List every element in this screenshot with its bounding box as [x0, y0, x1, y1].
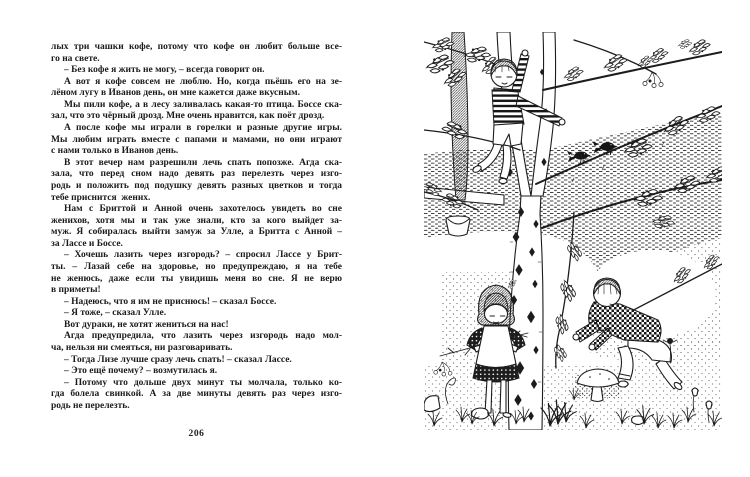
text-line: А после кофе мы играли в горелки и разные другие игры.: [64, 123, 342, 134]
text-line: женихов, хотя мы и так уже знали, кто за кого выйдет за-: [51, 215, 342, 226]
text-line: лых три чашки кофе, потому что кофе он любит больше все-: [51, 42, 342, 52]
text-line: родь и положить под подушку девять разных цветков и тогда: [51, 180, 342, 191]
text-line: А вот я кофе совсем не люблю. Но, когда пьёшь его на зе-: [64, 76, 342, 87]
text-line: зала, что перед сном надо девять раз перелезть через изго-: [51, 169, 342, 180]
text-line: – Это ещё почему? – возмутилась я.: [64, 366, 218, 377]
text-line: го на свете.: [51, 53, 100, 64]
text-line: тебе приснится жених.: [51, 192, 151, 203]
text-line: гда болела свинкой. А за две минуты девять раз через изго-: [51, 389, 342, 400]
text-line: – Надеюсь, что я им не приснюсь! – сказал Боссе.: [64, 296, 277, 307]
text-line: Мы любим играть вместе с папами и мамами, но они играют: [51, 134, 342, 145]
text-line: с нами только в Иванов день.: [51, 146, 179, 157]
text-line: Агда предупредила, что лазить через изгородь надо мол-: [64, 331, 342, 342]
text-line: зал, что это чёрный дрозд. Мне очень нравится, как поёт дрозд.: [51, 111, 325, 122]
illustration: [424, 32, 722, 430]
text-line: родь не перелезть.: [51, 400, 130, 411]
text-line: не женюсь, даже если ты увидишь меня во сне. Я не верю: [51, 273, 342, 284]
text-line: Мы пили кофе, а в лесу заливалась какая-то птица. Боссе ска-: [64, 99, 342, 110]
text-line: В этот вечер нам разрешили лечь спать попозже. Агда ска-: [64, 157, 342, 168]
text-line: – Хочешь лазить через изгородь? – спросил Лассе у Брит-: [64, 250, 342, 261]
text-line: за Лассе и Боссе.: [51, 238, 123, 249]
text-line: Нам с Бриттой и Анной очень захотелось увидеть во сне: [64, 204, 342, 215]
text-line: – Я тоже, – сказал Улле.: [64, 308, 167, 319]
text-line: – Тогда Лизе лучше сразу лечь спать! – сказал Лассе.: [64, 354, 292, 365]
text-line: – Без кофе я жить не могу, – всегда говорит он.: [64, 65, 265, 76]
text-line: – Потому что дольше двух минут ты молчала, только ко-: [64, 377, 342, 388]
text-block: [51, 42, 342, 413]
text-line: в приметы!: [51, 285, 101, 296]
text-line: ча, нельзя ни смеяться, ни разговаривать.: [51, 343, 233, 354]
text-line: Вот дураки, не хотят жениться на нас!: [64, 319, 229, 330]
text-line: ты. – Лазай себе на здоровье, но предупреждаю, я на тебе: [51, 261, 342, 272]
text-line: лёном лугу в Иванов день, он мне кажется даже вкусным.: [51, 88, 300, 99]
text-line: муж. Я собиралась выйти замуж за Улле, а Бритта с Анной –: [51, 227, 342, 238]
page-number: 206: [188, 429, 205, 439]
pail: [446, 216, 470, 236]
